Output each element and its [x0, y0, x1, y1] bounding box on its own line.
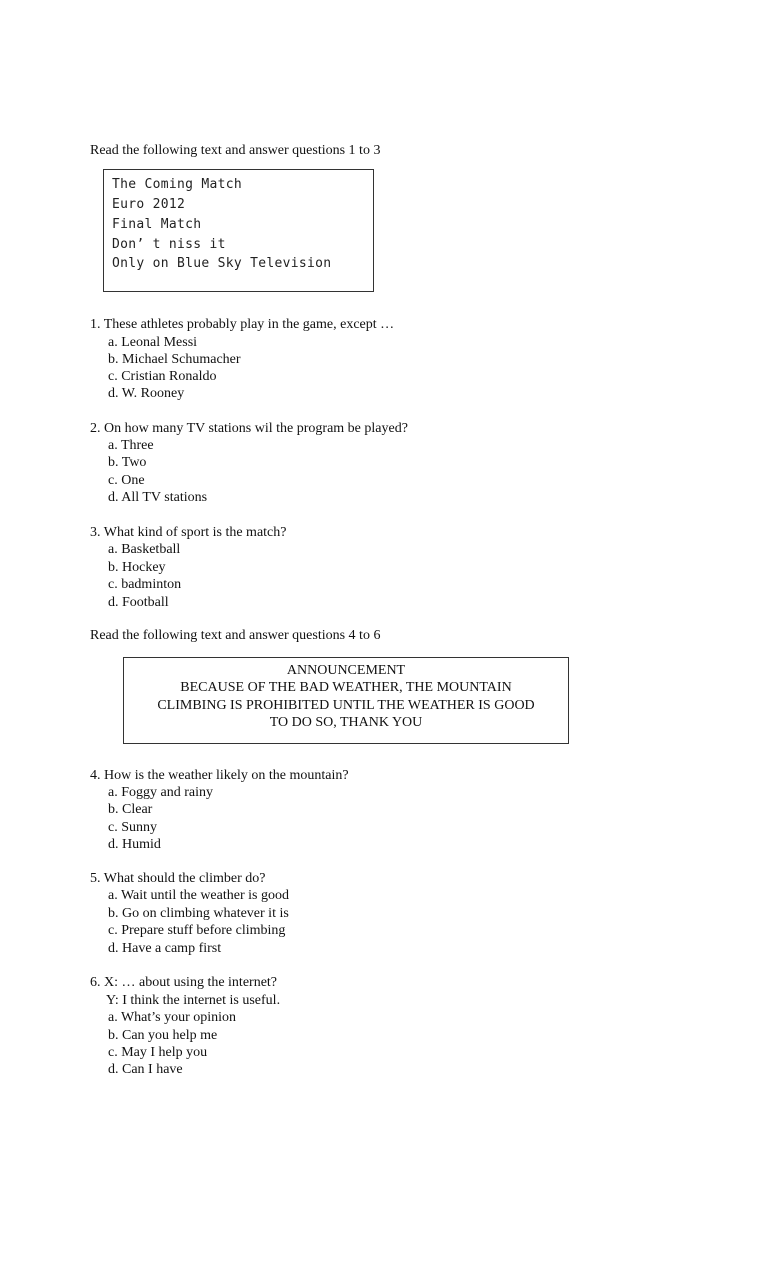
question-6-option-c: c. May I help you	[108, 1045, 208, 1060]
question-2-option-d: d. All TV stations	[108, 490, 208, 505]
match-advert-box	[103, 169, 374, 292]
question-1-option-c: c. Cristian Ronaldo	[108, 369, 217, 384]
question-6-option-a: a. What’s your opinion	[108, 1010, 237, 1025]
question-4-option-c: c. Sunny	[108, 820, 157, 835]
question-4-option-d: d. Humid	[108, 837, 161, 852]
advert-line: Don’ t niss it	[112, 237, 226, 252]
question-1-option-b: b. Michael Schumacher	[108, 352, 241, 367]
announcement-title: ANNOUNCEMENT	[286, 663, 406, 678]
announcement-line: BECAUSE OF THE BAD WEATHER, THE MOUNTAIN	[180, 680, 512, 695]
advert-line: Final Match	[112, 217, 202, 232]
instruction-1: Read the following text and answer questions 1 to 3	[90, 143, 381, 158]
question-3-option-c: c. badminton	[108, 577, 182, 592]
question-4-option-a: a. Foggy and rainy	[108, 785, 213, 800]
announcement-line: CLIMBING IS PROHIBITED UNTIL THE WEATHER IS GOOD	[157, 698, 535, 713]
question-5-option-a: a. Wait until the weather is good	[108, 888, 289, 903]
question-2-option-c: c. One	[108, 473, 145, 488]
question-2-stem: 2. On how many TV stations wil the program be played?	[90, 421, 408, 436]
advert-line: The Coming Match	[112, 177, 243, 192]
question-6-response: Y: I think the internet is useful.	[106, 993, 281, 1008]
question-1-option-d: d. W. Rooney	[108, 386, 185, 401]
question-2-option-b: b. Two	[108, 455, 147, 470]
question-5-option-d: d. Have a camp first	[108, 941, 222, 956]
question-6-stem: 6. X: … about using the internet?	[90, 975, 278, 990]
announcement-line: TO DO SO, THANK YOU	[269, 715, 423, 730]
question-3-option-a: a. Basketball	[108, 542, 181, 557]
advert-line: Only on Blue Sky Television	[112, 256, 332, 271]
question-5-stem: 5. What should the climber do?	[90, 871, 266, 886]
question-5-option-c: c. Prepare stuff before climbing	[108, 923, 286, 938]
question-2-option-a: a. Three	[108, 438, 154, 453]
instruction-2: Read the following text and answer questions 4 to 6	[90, 628, 381, 643]
announcement-box	[123, 657, 569, 744]
question-1-stem: 1. These athletes probably play in the game, except …	[90, 317, 395, 332]
question-3-stem: 3. What kind of sport is the match?	[90, 525, 287, 540]
question-6-option-b: b. Can you help me	[108, 1028, 218, 1043]
question-6-option-d: d. Can I have	[108, 1062, 183, 1077]
question-1-option-a: a. Leonal Messi	[108, 335, 198, 350]
question-3-option-b: b. Hockey	[108, 560, 166, 575]
advert-line: Euro 2012	[112, 197, 186, 212]
question-3-option-d: d. Football	[108, 595, 169, 610]
question-5-option-b: b. Go on climbing whatever it is	[108, 906, 289, 921]
question-4-option-b: b. Clear	[108, 802, 153, 817]
question-4-stem: 4. How is the weather likely on the mountain?	[90, 768, 349, 783]
